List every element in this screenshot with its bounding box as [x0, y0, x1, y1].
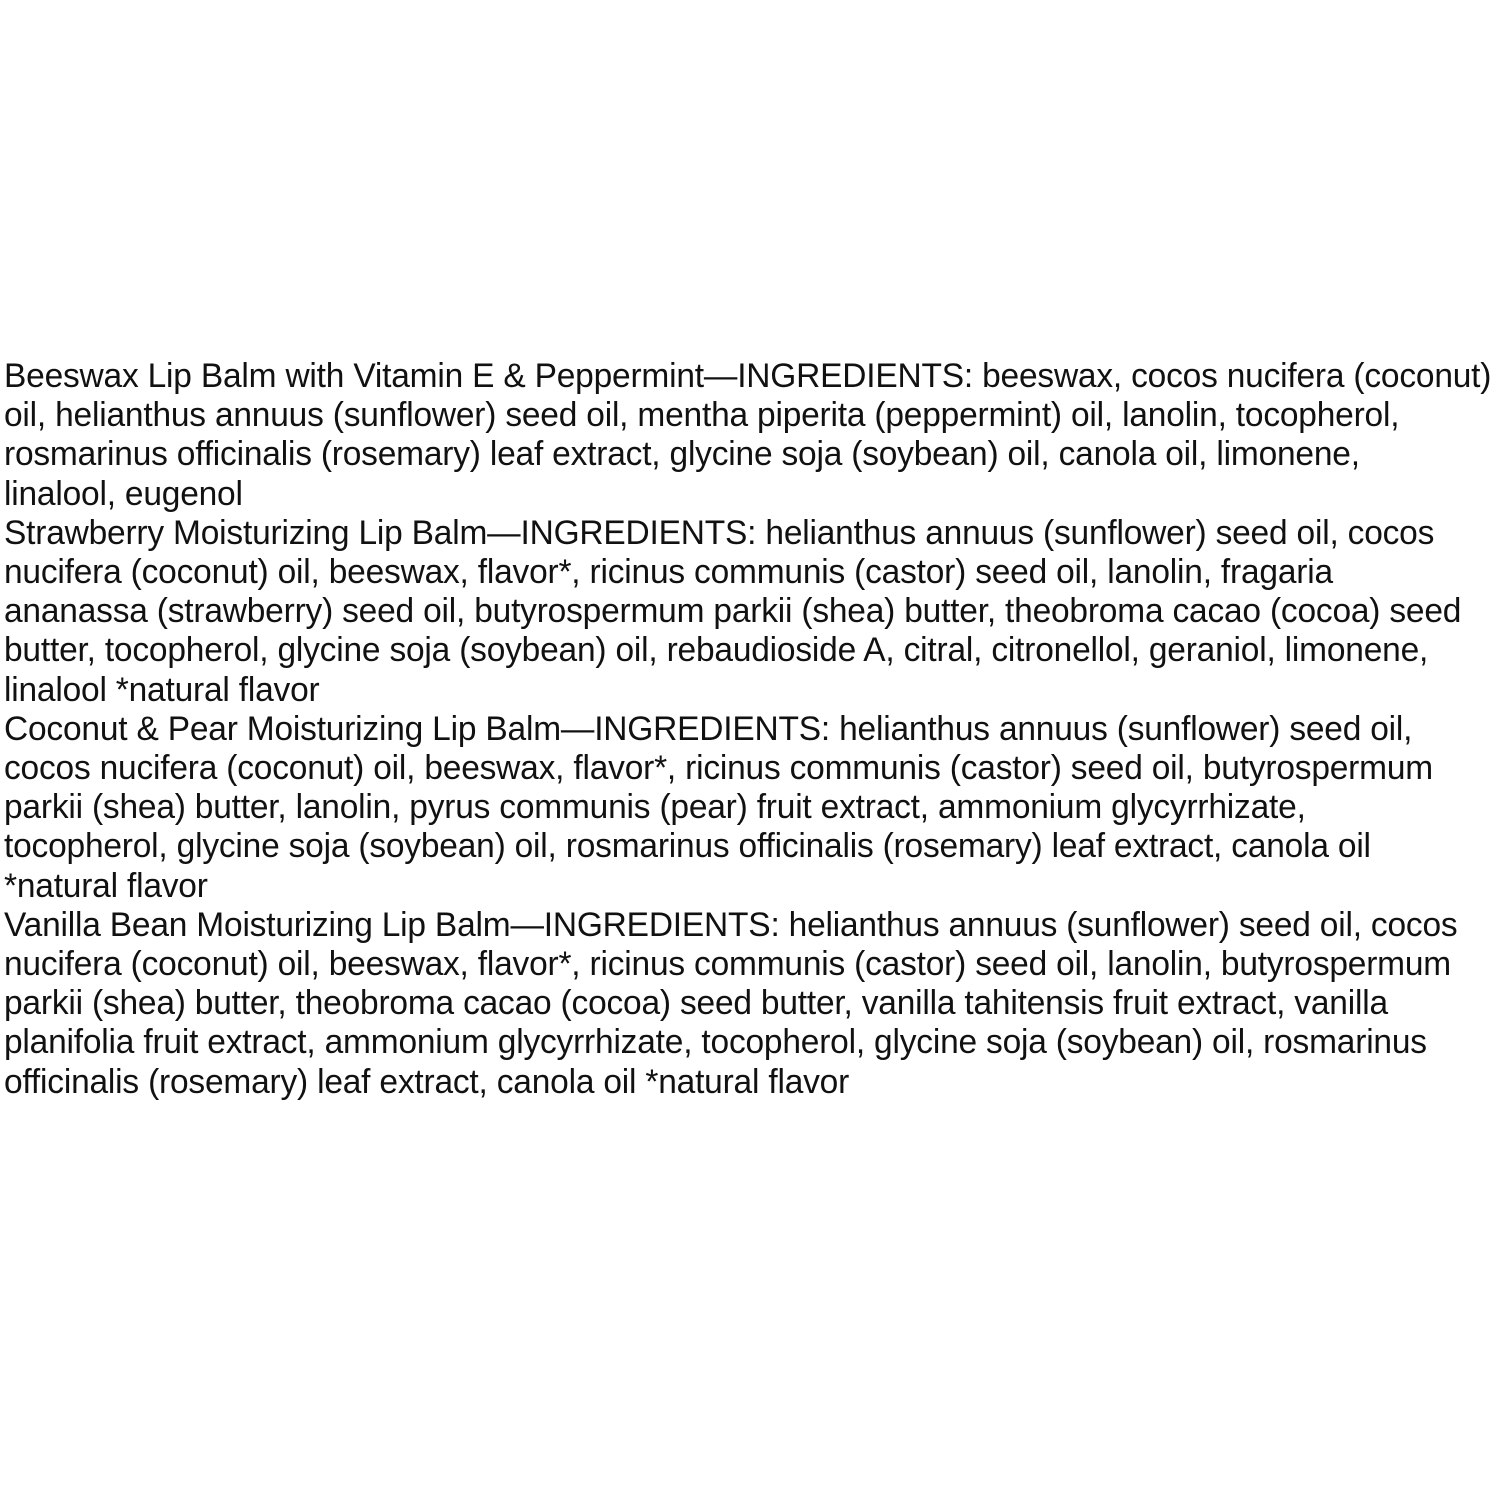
product-paragraph-strawberry	[4, 514, 1478, 710]
ingredients-line: parkii (shea) butter, lanolin, pyrus communis (pear) fruit extract, ammonium glycyrrhizate,	[4, 788, 1306, 827]
ingredients-line: nucifera (coconut) oil, beeswax, flavor*, ricinus communis (castor) seed oil, lanolin, fragaria	[4, 553, 1333, 592]
ingredients-line: Coconut & Pear Moisturizing Lip Balm—INGREDIENTS: helianthus annuus (sunflower) seed oil,	[4, 709, 1413, 748]
product-paragraph-vanilla-bean	[4, 906, 1478, 1102]
ingredients-line: linalool *natural flavor	[4, 670, 320, 709]
ingredients-line: Beeswax Lip Balm with Vitamin E & Peppermint—INGREDIENTS: beeswax, cocos nucifera (coconut)	[4, 357, 1492, 395]
ingredients-line: butter, tocopherol, glycine soja (soybean) oil, rebaudioside A, citral, citronellol, geraniol, limonene,	[4, 631, 1429, 670]
ingredients-line: *natural flavor	[4, 866, 208, 905]
ingredients-line: cocos nucifera (coconut) oil, beeswax, flavor*, ricinus communis (castor) seed oil, butyrospermum	[4, 749, 1433, 788]
ingredients-line: parkii (shea) butter, theobroma cacao (cocoa) seed butter, vanilla tahitensis fruit extract, vanilla	[4, 984, 1388, 1023]
ingredients-text-block	[4, 357, 1492, 1102]
ingredients-line: Strawberry Moisturizing Lip Balm—INGREDIENTS: helianthus annuus (sunflower) seed oil, cocos	[4, 513, 1435, 552]
product-paragraph-coconut-pear	[4, 710, 1478, 906]
ingredients-line: nucifera (coconut) oil, beeswax, flavor*, ricinus communis (castor) seed oil, lanolin, butyrospermum	[4, 945, 1452, 984]
ingredients-line: ananassa (strawberry) seed oil, butyrospermum parkii (shea) butter, theobroma cacao (cocoa) seed	[4, 592, 1462, 631]
ingredients-line: tocopherol, glycine soja (soybean) oil, rosmarinus officinalis (rosemary) leaf extract, canola oil	[4, 827, 1371, 866]
product-paragraph-beeswax-peppermint	[4, 357, 1492, 514]
ingredients-line: rosmarinus officinalis (rosemary) leaf extract, glycine soja (soybean) oil, canola oil, limonene,	[4, 435, 1360, 474]
ingredients-line: Vanilla Bean Moisturizing Lip Balm—INGREDIENTS: helianthus annuus (sunflower) seed oil, cocos	[4, 905, 1458, 944]
ingredients-line: officinalis (rosemary) leaf extract, canola oil *natural flavor	[4, 1062, 850, 1101]
ingredients-line: oil, helianthus annuus (sunflower) seed oil, mentha piperita (peppermint) oil, lanolin, tocopherol,	[4, 396, 1400, 435]
ingredients-line: linalool, eugenol	[4, 474, 243, 513]
ingredients-line: planifolia fruit extract, ammonium glycyrrhizate, tocopherol, glycine soja (soybean) oil, rosmarinus	[4, 1023, 1427, 1062]
